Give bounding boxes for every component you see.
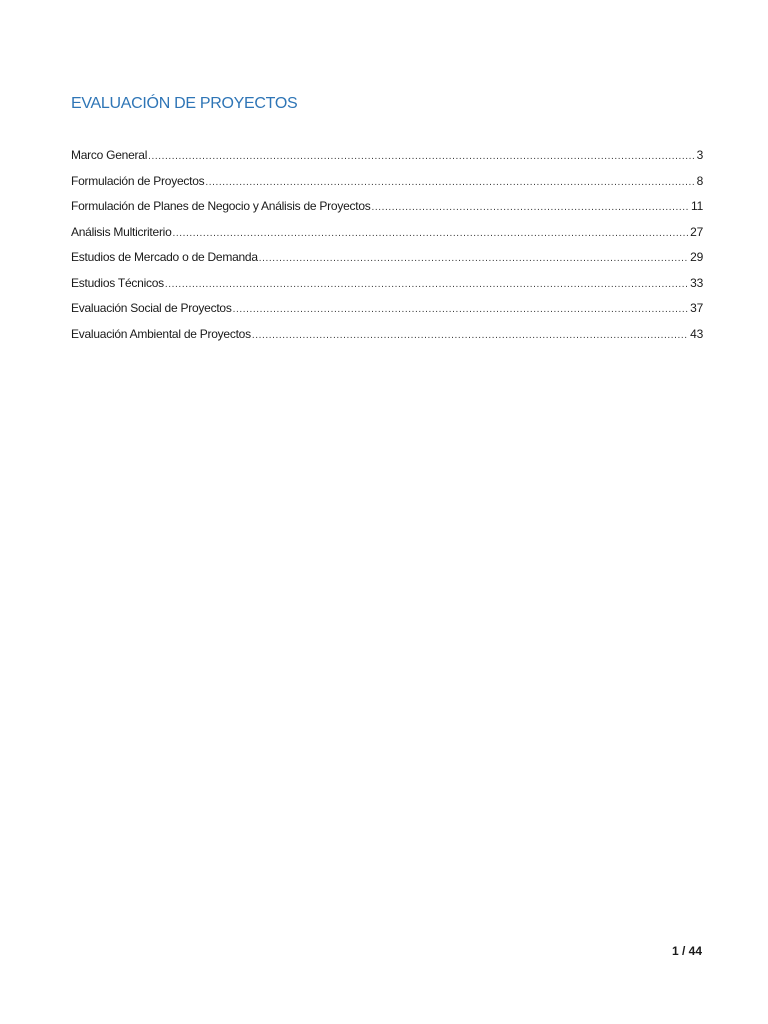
- toc-entry-estudios-mercado[interactable]: [71, 250, 703, 276]
- table-of-contents: [71, 148, 703, 352]
- toc-entry-page: 11: [691, 199, 703, 213]
- toc-entry-formulacion-proyectos[interactable]: [71, 174, 703, 200]
- toc-entry-analisis-multicriterio[interactable]: [71, 225, 703, 251]
- toc-dot-leader: [259, 253, 688, 264]
- toc-entry-label: Evaluación Ambiental de Proyectos: [71, 326, 251, 341]
- toc-entry-page: 33: [690, 275, 703, 290]
- toc-title: EVALUACIÓN DE PROYECTOS: [71, 95, 298, 112]
- toc-dot-leader: [233, 304, 689, 315]
- page-indicator: 1 / 44: [671, 944, 702, 958]
- toc-entry-planes-negocio[interactable]: [71, 199, 703, 225]
- toc-dot-leader: [173, 228, 689, 239]
- toc-dot-leader: [252, 330, 688, 341]
- toc-entry-evaluacion-social[interactable]: [71, 301, 703, 327]
- toc-dot-leader: [372, 202, 690, 213]
- toc-entry-label: Marco General: [71, 148, 148, 162]
- toc-entry-label: Estudios Técnicos: [71, 275, 164, 290]
- toc-entry-page: 29: [690, 250, 703, 264]
- toc-entry-page: 8: [696, 173, 703, 188]
- toc-dot-leader: [148, 151, 694, 162]
- toc-entry-page: 37: [690, 301, 703, 315]
- toc-entry-marco-general[interactable]: [71, 148, 703, 174]
- toc-entry-label: Análisis Multicriterio: [71, 224, 172, 239]
- toc-entry-label: Formulación de Planes de Negocio y Análisis de Proyectos: [71, 199, 371, 213]
- toc-entry-page: 27: [690, 224, 703, 239]
- toc-entry-label: Estudios de Mercado o de Demanda: [71, 250, 258, 264]
- toc-entry-estudios-tecnicos[interactable]: [71, 276, 703, 302]
- toc-dot-leader: [205, 177, 694, 188]
- toc-entry-label: Evaluación Social de Proyectos: [71, 301, 232, 315]
- toc-dot-leader: [165, 279, 688, 290]
- toc-entry-page: 43: [690, 326, 703, 341]
- toc-entry-evaluacion-ambiental[interactable]: [71, 327, 703, 353]
- toc-entry-label: Formulación de Proyectos: [71, 173, 205, 188]
- toc-entry-page: 3: [696, 148, 703, 162]
